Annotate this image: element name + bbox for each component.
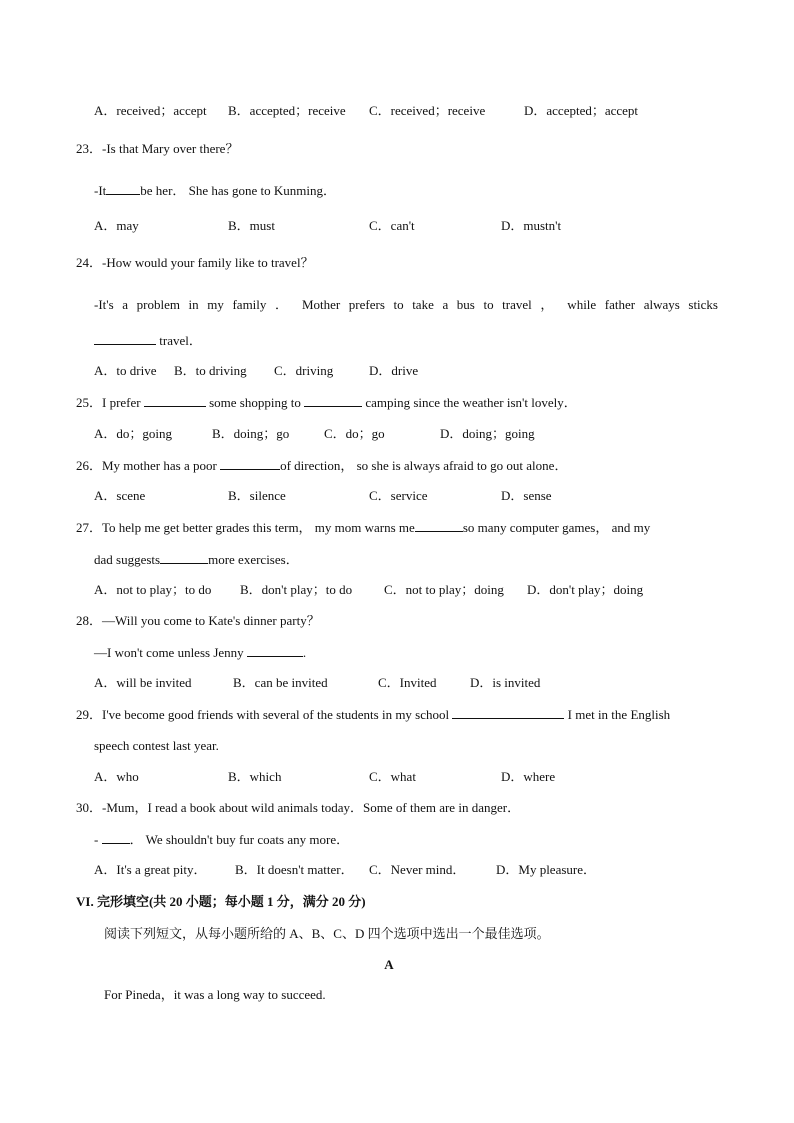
q27-text-d: more exercises． — [208, 552, 299, 567]
q23-reply-end: be her． She has gone to Kunming． — [140, 183, 336, 198]
q27-question-line2 — [94, 551, 299, 568]
answer-blank — [220, 457, 280, 470]
answer-blank — [102, 831, 130, 844]
q28-reply-start: —I won't come unless Jenny — [94, 645, 244, 660]
option-d: D．drive — [369, 363, 419, 378]
option-a: A．received；accept — [94, 103, 207, 118]
q23-reply — [94, 182, 336, 199]
q27-text-c: dad suggests — [94, 552, 161, 567]
option-d: D．sense — [501, 488, 552, 503]
option-a: A．to drive — [94, 363, 157, 378]
option-c: C．not to play；doing — [384, 582, 504, 597]
option-d: D．mustn't — [501, 218, 562, 233]
q30-reply — [94, 831, 349, 848]
answer-blank — [415, 519, 463, 532]
q29-question-line2: speech contest last year. — [94, 738, 219, 753]
q25-text-b: some shopping to — [209, 395, 301, 410]
q25-text-a: 25．I prefer — [76, 395, 141, 410]
q26-question — [76, 457, 567, 474]
option-d: D．where — [501, 769, 556, 784]
q25-text-c: camping since the weather isn't lovely． — [365, 395, 577, 410]
answer-blank — [144, 394, 206, 407]
option-a: A．do；going — [94, 426, 173, 441]
option-d: D．doing；going — [440, 426, 535, 441]
option-d: D．don't play；doing — [527, 582, 644, 597]
option-a: A．who — [94, 769, 139, 784]
option-c: C．do；go — [324, 426, 385, 441]
option-b: B．silence — [228, 488, 286, 503]
q27-text-a: 27．To help me get better grades this term， my mom warns me — [76, 520, 415, 535]
option-c: C．service — [369, 488, 428, 503]
section-heading: VI. 完形填空(共 20 小题；每小题 1 分，满分 20 分) — [76, 894, 366, 909]
answer-blank — [247, 644, 303, 657]
option-b: B．It doesn't matter． — [235, 862, 354, 877]
q23-question: 23．-Is that Mary over there？ — [76, 141, 239, 156]
option-c: C．Never mind． — [369, 862, 466, 877]
section-instruction: 阅读下列短文，从每小题所给的 A、B、C、D 四个选项中选出一个最佳选项。 — [104, 926, 550, 941]
answer-blank — [160, 551, 208, 564]
answer-blank — [304, 394, 362, 407]
option-b: B．which — [228, 769, 282, 784]
option-b: B．doing；go — [212, 426, 290, 441]
option-c: C．driving — [274, 363, 334, 378]
q28-reply — [94, 644, 306, 661]
q24-question: 24．-How would your family like to travel？ — [76, 255, 314, 270]
option-b: B．to driving — [174, 363, 247, 378]
q26-text-b: of direction， so she is always afraid to go out alone． — [280, 458, 568, 473]
q28-reply-end: . — [302, 645, 307, 660]
option-c: C．Invited — [378, 675, 437, 690]
q30-question: 30．-Mum，I read a book about wild animals today．Some of them are in danger． — [76, 800, 521, 815]
option-b: B．can be invited — [233, 675, 328, 690]
option-c: C．can't — [369, 218, 415, 233]
passage-label: A — [384, 957, 394, 972]
q30-reply-start: - — [94, 832, 99, 847]
option-a: A．scene — [94, 488, 146, 503]
q29-question-line1 — [76, 706, 670, 723]
q26-text-a: 26．My mother has a poor — [76, 458, 217, 473]
option-a: A．will be invited — [94, 675, 192, 690]
option-c: C．received；receive — [369, 103, 486, 118]
q27-text-b: so many computer games， and my — [462, 520, 651, 535]
q23-reply-start: -It — [94, 183, 107, 198]
q25-question — [76, 394, 577, 411]
q30-reply-end: ． We shouldn't buy fur coats any more． — [129, 832, 350, 847]
option-d: D．My pleasure． — [496, 862, 597, 877]
option-a: A．It's a great pity． — [94, 862, 207, 877]
option-a: A．not to play；to do — [94, 582, 212, 597]
option-d: D．is invited — [470, 675, 541, 690]
passage-first-line: For Pineda，it was a long way to succeed. — [104, 987, 326, 1002]
q28-question: 28．—Will you come to Kate's dinner party？ — [76, 613, 320, 628]
answer-blank — [94, 332, 156, 345]
q24-reply-end: travel． — [159, 333, 202, 348]
option-d: D．accepted；accept — [524, 103, 639, 118]
answer-blank — [452, 706, 564, 719]
option-a: A．may — [94, 218, 139, 233]
q29-text-b: I met in the English — [567, 707, 671, 722]
option-b: B．don't play；to do — [240, 582, 353, 597]
option-c: C．what — [369, 769, 416, 784]
answer-blank — [106, 182, 140, 195]
q24-reply-line2 — [94, 332, 202, 349]
q27-question-line1 — [76, 519, 650, 536]
option-b: B．must — [228, 218, 275, 233]
option-b: B．accepted；receive — [228, 103, 346, 118]
q29-text-a: 29．I've become good friends with several of the students in my school — [76, 707, 450, 722]
q24-reply-line1: -It's a problem in my family ． Mother prefers to take a bus to travel ， while father always sticks — [94, 297, 718, 312]
